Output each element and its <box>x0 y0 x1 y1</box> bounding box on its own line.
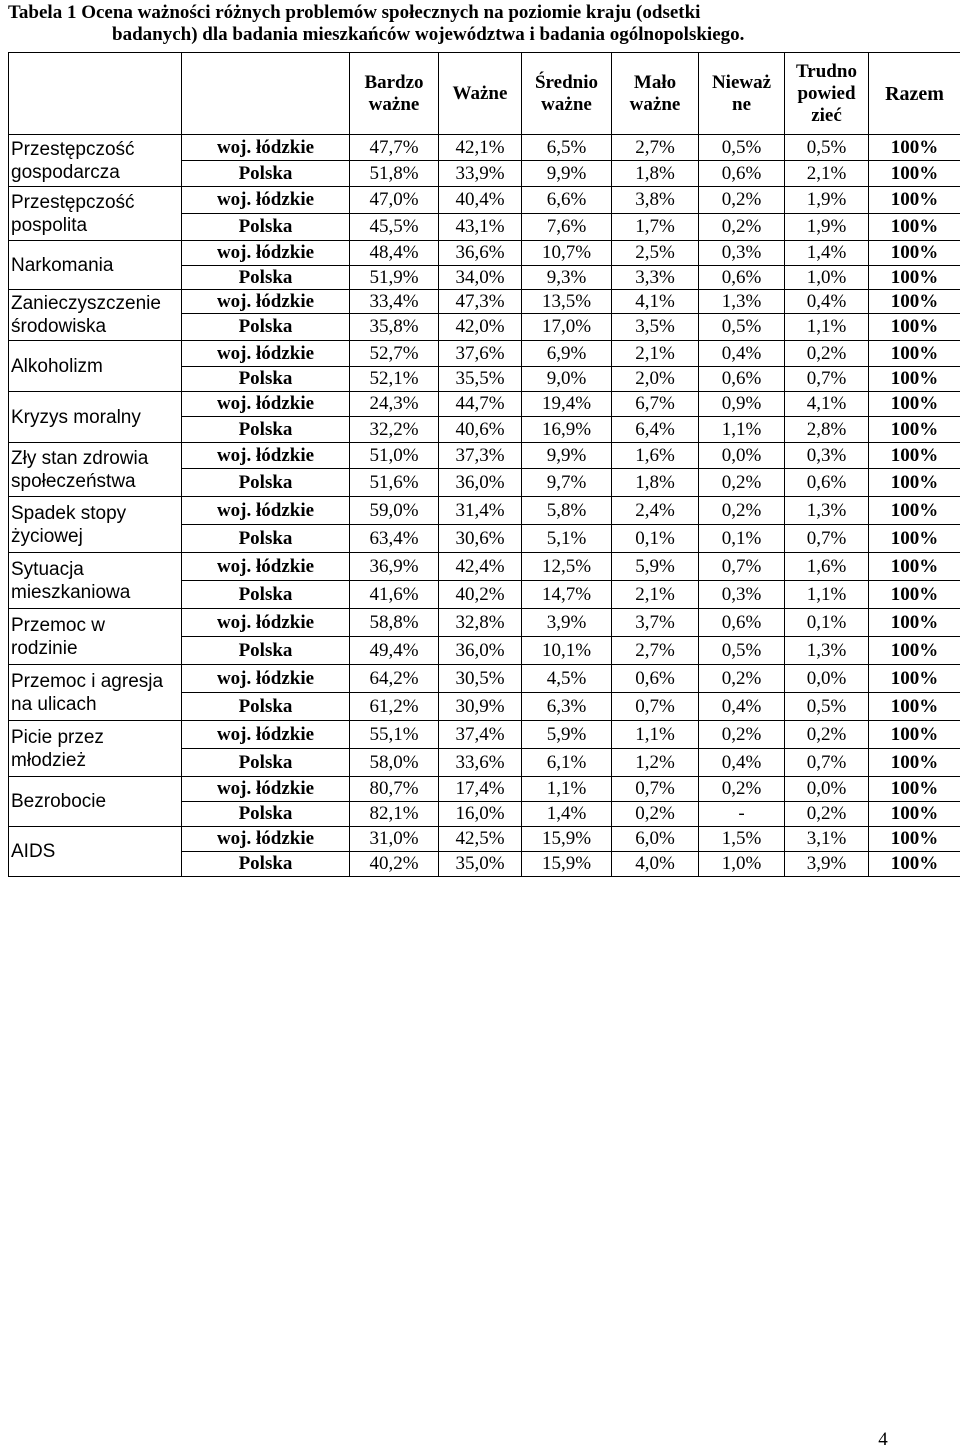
table-row <box>9 135 960 161</box>
region-label: Polska <box>182 417 350 443</box>
value-cell: 2,7% <box>612 135 699 161</box>
value-cell: 42,5% <box>439 827 522 852</box>
value-cell: 9,3% <box>522 266 612 290</box>
value-cell: 3,9% <box>522 609 612 637</box>
value-cell: 58,0% <box>350 749 439 777</box>
value-cell: 0,2% <box>699 214 785 241</box>
total-cell: 100% <box>869 749 960 777</box>
value-cell: 0,4% <box>785 290 869 314</box>
value-cell: 1,1% <box>785 314 869 341</box>
value-cell: - <box>699 802 785 827</box>
value-cell: 1,1% <box>699 417 785 443</box>
value-cell: 2,7% <box>612 637 699 665</box>
value-cell: 32,8% <box>439 609 522 637</box>
value-cell: 4,1% <box>785 392 869 417</box>
table-row <box>9 497 960 525</box>
value-cell: 6,5% <box>522 135 612 161</box>
value-cell: 0,2% <box>699 721 785 749</box>
region-label: Polska <box>182 802 350 827</box>
value-cell: 0,2% <box>699 665 785 693</box>
value-cell: 0,7% <box>785 749 869 777</box>
total-cell: 100% <box>869 392 960 417</box>
value-cell: 1,4% <box>522 802 612 827</box>
value-cell: 0,1% <box>785 609 869 637</box>
value-cell: 0,4% <box>699 693 785 721</box>
total-cell: 100% <box>869 852 960 877</box>
region-label: woj. łódzkie <box>182 609 350 637</box>
value-cell: 3,3% <box>612 266 699 290</box>
value-cell: 1,8% <box>612 161 699 187</box>
value-cell: 16,9% <box>522 417 612 443</box>
value-cell: 4,1% <box>612 290 699 314</box>
value-cell: 0,4% <box>699 341 785 367</box>
total-cell: 100% <box>869 341 960 367</box>
value-cell: 0,6% <box>699 609 785 637</box>
value-cell: 49,4% <box>350 637 439 665</box>
total-cell: 100% <box>869 827 960 852</box>
value-cell: 32,2% <box>350 417 439 443</box>
value-cell: 30,6% <box>439 525 522 553</box>
value-cell: 0,5% <box>699 135 785 161</box>
page-number: 4 <box>878 1429 888 1450</box>
region-label: Polska <box>182 637 350 665</box>
value-cell: 3,7% <box>612 609 699 637</box>
total-cell: 100% <box>869 525 960 553</box>
value-cell: 33,9% <box>439 161 522 187</box>
value-cell: 19,4% <box>522 392 612 417</box>
value-cell: 6,7% <box>612 392 699 417</box>
total-cell: 100% <box>869 721 960 749</box>
value-cell: 35,0% <box>439 852 522 877</box>
value-cell: 47,7% <box>350 135 439 161</box>
value-cell: 1,6% <box>612 443 699 469</box>
total-cell: 100% <box>869 637 960 665</box>
header-srednio-wazne: Średnio ważne <box>522 53 612 135</box>
value-cell: 3,5% <box>612 314 699 341</box>
category-label: Zanieczyszczenie środowiska <box>9 290 182 341</box>
value-cell: 0,2% <box>699 469 785 497</box>
value-cell: 33,4% <box>350 290 439 314</box>
social-problems-table <box>8 52 960 877</box>
value-cell: 0,2% <box>699 777 785 802</box>
value-cell: 36,9% <box>350 553 439 581</box>
value-cell: 35,8% <box>350 314 439 341</box>
value-cell: 1,0% <box>699 852 785 877</box>
region-label: woj. łódzkie <box>182 777 350 802</box>
region-label: woj. łódzkie <box>182 187 350 214</box>
total-cell: 100% <box>869 187 960 214</box>
value-cell: 6,9% <box>522 341 612 367</box>
value-cell: 41,6% <box>350 581 439 609</box>
category-label: Bezrobocie <box>9 777 182 827</box>
total-cell: 100% <box>869 314 960 341</box>
category-label: Przemoc i agresja na ulicach <box>9 665 182 721</box>
value-cell: 1,9% <box>785 187 869 214</box>
value-cell: 44,7% <box>439 392 522 417</box>
value-cell: 3,9% <box>785 852 869 877</box>
value-cell: 40,6% <box>439 417 522 443</box>
value-cell: 2,1% <box>612 341 699 367</box>
table-row <box>9 187 960 214</box>
value-cell: 9,0% <box>522 367 612 392</box>
region-label: Polska <box>182 469 350 497</box>
value-cell: 9,9% <box>522 443 612 469</box>
region-label: woj. łódzkie <box>182 443 350 469</box>
value-cell: 1,1% <box>522 777 612 802</box>
value-cell: 0,7% <box>612 693 699 721</box>
region-label: woj. łódzkie <box>182 721 350 749</box>
value-cell: 17,4% <box>439 777 522 802</box>
value-cell: 1,7% <box>612 214 699 241</box>
value-cell: 36,0% <box>439 637 522 665</box>
value-cell: 6,0% <box>612 827 699 852</box>
value-cell: 51,6% <box>350 469 439 497</box>
category-label: AIDS <box>9 827 182 877</box>
value-cell: 24,3% <box>350 392 439 417</box>
value-cell: 0,4% <box>699 749 785 777</box>
region-label: Polska <box>182 749 350 777</box>
value-cell: 2,1% <box>785 161 869 187</box>
total-cell: 100% <box>869 214 960 241</box>
table-row <box>9 721 960 749</box>
value-cell: 52,1% <box>350 367 439 392</box>
category-label: Sytuacja mieszkaniowa <box>9 553 182 609</box>
value-cell: 45,5% <box>350 214 439 241</box>
value-cell: 6,4% <box>612 417 699 443</box>
category-label: Picie przez młodzież <box>9 721 182 777</box>
region-label: Polska <box>182 581 350 609</box>
value-cell: 63,4% <box>350 525 439 553</box>
header-bardzo-wazne: Bardzo ważne <box>350 53 439 135</box>
value-cell: 0,2% <box>612 802 699 827</box>
category-label: Przemoc w rodzinie <box>9 609 182 665</box>
value-cell: 1,6% <box>785 553 869 581</box>
caption-line-2: badanych) dla badania mieszkańców województwa i badania ogólnopolskiego. <box>112 24 745 45</box>
value-cell: 1,5% <box>699 827 785 852</box>
table-row <box>9 827 960 852</box>
value-cell: 42,1% <box>439 135 522 161</box>
value-cell: 80,7% <box>350 777 439 802</box>
table-row <box>9 665 960 693</box>
total-cell: 100% <box>869 266 960 290</box>
table-row <box>9 290 960 314</box>
region-label: woj. łódzkie <box>182 665 350 693</box>
total-cell: 100% <box>869 553 960 581</box>
value-cell: 42,0% <box>439 314 522 341</box>
value-cell: 12,5% <box>522 553 612 581</box>
value-cell: 51,9% <box>350 266 439 290</box>
value-cell: 3,8% <box>612 187 699 214</box>
value-cell: 0,7% <box>785 367 869 392</box>
value-cell: 1,2% <box>612 749 699 777</box>
value-cell: 64,2% <box>350 665 439 693</box>
table-row <box>9 341 960 367</box>
table-row <box>9 553 960 581</box>
value-cell: 0,7% <box>612 777 699 802</box>
value-cell: 42,4% <box>439 553 522 581</box>
value-cell: 5,1% <box>522 525 612 553</box>
value-cell: 82,1% <box>350 802 439 827</box>
value-cell: 33,6% <box>439 749 522 777</box>
value-cell: 0,2% <box>785 341 869 367</box>
value-cell: 14,7% <box>522 581 612 609</box>
value-cell: 17,0% <box>522 314 612 341</box>
value-cell: 1,1% <box>612 721 699 749</box>
value-cell: 40,2% <box>439 581 522 609</box>
total-cell: 100% <box>869 609 960 637</box>
category-label: Alkoholizm <box>9 341 182 392</box>
value-cell: 1,3% <box>785 637 869 665</box>
region-label: woj. łódzkie <box>182 553 350 581</box>
value-cell: 1,4% <box>785 241 869 266</box>
region-label: Polska <box>182 314 350 341</box>
value-cell: 0,6% <box>699 161 785 187</box>
value-cell: 0,6% <box>612 665 699 693</box>
value-cell: 2,1% <box>612 581 699 609</box>
category-label: Przestępczość gospodarcza <box>9 135 182 187</box>
value-cell: 6,6% <box>522 187 612 214</box>
region-label: Polska <box>182 852 350 877</box>
value-cell: 0,5% <box>699 314 785 341</box>
region-label: woj. łódzkie <box>182 827 350 852</box>
value-cell: 2,4% <box>612 497 699 525</box>
value-cell: 2,0% <box>612 367 699 392</box>
value-cell: 36,6% <box>439 241 522 266</box>
region-label: Polska <box>182 367 350 392</box>
region-label: woj. łódzkie <box>182 341 350 367</box>
region-label: woj. łódzkie <box>182 497 350 525</box>
region-label: Polska <box>182 161 350 187</box>
caption-line-1: Tabela 1 Ocena ważności różnych problemów społecznych na poziomie kraju (odsetki <box>8 2 701 23</box>
total-cell: 100% <box>869 802 960 827</box>
category-label: Kryzys moralny <box>9 392 182 443</box>
value-cell: 1,3% <box>699 290 785 314</box>
table-caption <box>8 2 948 46</box>
value-cell: 5,8% <box>522 497 612 525</box>
total-cell: 100% <box>869 693 960 721</box>
value-cell: 1,1% <box>785 581 869 609</box>
value-cell: 10,1% <box>522 637 612 665</box>
value-cell: 35,5% <box>439 367 522 392</box>
value-cell: 2,5% <box>612 241 699 266</box>
value-cell: 58,8% <box>350 609 439 637</box>
region-label: Polska <box>182 525 350 553</box>
total-cell: 100% <box>869 469 960 497</box>
region-label: woj. łódzkie <box>182 290 350 314</box>
total-cell: 100% <box>869 417 960 443</box>
category-label: Przestępczość pospolita <box>9 187 182 241</box>
value-cell: 4,5% <box>522 665 612 693</box>
value-cell: 0,6% <box>785 469 869 497</box>
value-cell: 6,1% <box>522 749 612 777</box>
total-cell: 100% <box>869 581 960 609</box>
table-row <box>9 609 960 637</box>
header-niewazne: Nieważ ne <box>699 53 785 135</box>
table-body <box>9 135 960 877</box>
value-cell: 0,1% <box>699 525 785 553</box>
value-cell: 0,2% <box>699 187 785 214</box>
value-cell: 1,8% <box>612 469 699 497</box>
total-cell: 100% <box>869 290 960 314</box>
table-row <box>9 443 960 469</box>
value-cell: 51,0% <box>350 443 439 469</box>
value-cell: 0,5% <box>785 693 869 721</box>
value-cell: 15,9% <box>522 827 612 852</box>
value-cell: 0,3% <box>699 241 785 266</box>
total-cell: 100% <box>869 777 960 802</box>
value-cell: 59,0% <box>350 497 439 525</box>
value-cell: 40,2% <box>350 852 439 877</box>
value-cell: 52,7% <box>350 341 439 367</box>
region-label: Polska <box>182 266 350 290</box>
total-cell: 100% <box>869 367 960 392</box>
value-cell: 1,3% <box>785 497 869 525</box>
value-cell: 1,9% <box>785 214 869 241</box>
value-cell: 0,7% <box>785 525 869 553</box>
value-cell: 43,1% <box>439 214 522 241</box>
value-cell: 9,9% <box>522 161 612 187</box>
total-cell: 100% <box>869 665 960 693</box>
value-cell: 15,9% <box>522 852 612 877</box>
region-label: woj. łódzkie <box>182 135 350 161</box>
value-cell: 55,1% <box>350 721 439 749</box>
header-wazne: Ważne <box>439 53 522 135</box>
value-cell: 2,8% <box>785 417 869 443</box>
value-cell: 0,5% <box>785 135 869 161</box>
value-cell: 5,9% <box>612 553 699 581</box>
header-empty-region <box>182 53 350 135</box>
value-cell: 0,9% <box>699 392 785 417</box>
value-cell: 0,6% <box>699 266 785 290</box>
value-cell: 3,1% <box>785 827 869 852</box>
value-cell: 37,4% <box>439 721 522 749</box>
value-cell: 4,0% <box>612 852 699 877</box>
value-cell: 61,2% <box>350 693 439 721</box>
value-cell: 13,5% <box>522 290 612 314</box>
total-cell: 100% <box>869 161 960 187</box>
value-cell: 0,3% <box>785 443 869 469</box>
header-empty-category <box>9 53 182 135</box>
table-header-row <box>9 53 960 135</box>
value-cell: 36,0% <box>439 469 522 497</box>
value-cell: 0,5% <box>699 637 785 665</box>
value-cell: 0,0% <box>785 665 869 693</box>
total-cell: 100% <box>869 443 960 469</box>
value-cell: 40,4% <box>439 187 522 214</box>
header-razem: Razem <box>869 53 960 135</box>
value-cell: 9,7% <box>522 469 612 497</box>
value-cell: 0,2% <box>699 497 785 525</box>
value-cell: 5,9% <box>522 721 612 749</box>
header-trudno-powiedziec: Trudno powied zieć <box>785 53 869 135</box>
value-cell: 0,3% <box>699 581 785 609</box>
value-cell: 37,6% <box>439 341 522 367</box>
value-cell: 0,7% <box>699 553 785 581</box>
value-cell: 0,2% <box>785 802 869 827</box>
value-cell: 51,8% <box>350 161 439 187</box>
value-cell: 31,0% <box>350 827 439 852</box>
value-cell: 10,7% <box>522 241 612 266</box>
value-cell: 7,6% <box>522 214 612 241</box>
value-cell: 6,3% <box>522 693 612 721</box>
table-row <box>9 241 960 266</box>
header-malo-wazne: Mało ważne <box>612 53 699 135</box>
region-label: Polska <box>182 214 350 241</box>
value-cell: 30,9% <box>439 693 522 721</box>
region-label: woj. łódzkie <box>182 392 350 417</box>
total-cell: 100% <box>869 135 960 161</box>
value-cell: 37,3% <box>439 443 522 469</box>
value-cell: 34,0% <box>439 266 522 290</box>
value-cell: 31,4% <box>439 497 522 525</box>
region-label: woj. łódzkie <box>182 241 350 266</box>
value-cell: 47,3% <box>439 290 522 314</box>
value-cell: 0,0% <box>785 777 869 802</box>
category-label: Spadek stopy życiowej <box>9 497 182 553</box>
total-cell: 100% <box>869 497 960 525</box>
value-cell: 0,0% <box>699 443 785 469</box>
region-label: Polska <box>182 693 350 721</box>
category-label: Narkomania <box>9 241 182 290</box>
value-cell: 48,4% <box>350 241 439 266</box>
total-cell: 100% <box>869 241 960 266</box>
value-cell: 0,6% <box>699 367 785 392</box>
value-cell: 47,0% <box>350 187 439 214</box>
value-cell: 0,2% <box>785 721 869 749</box>
table-row <box>9 392 960 417</box>
value-cell: 16,0% <box>439 802 522 827</box>
value-cell: 1,0% <box>785 266 869 290</box>
value-cell: 0,1% <box>612 525 699 553</box>
category-label: Zły stan zdrowia społeczeństwa <box>9 443 182 497</box>
value-cell: 30,5% <box>439 665 522 693</box>
table-row <box>9 777 960 802</box>
